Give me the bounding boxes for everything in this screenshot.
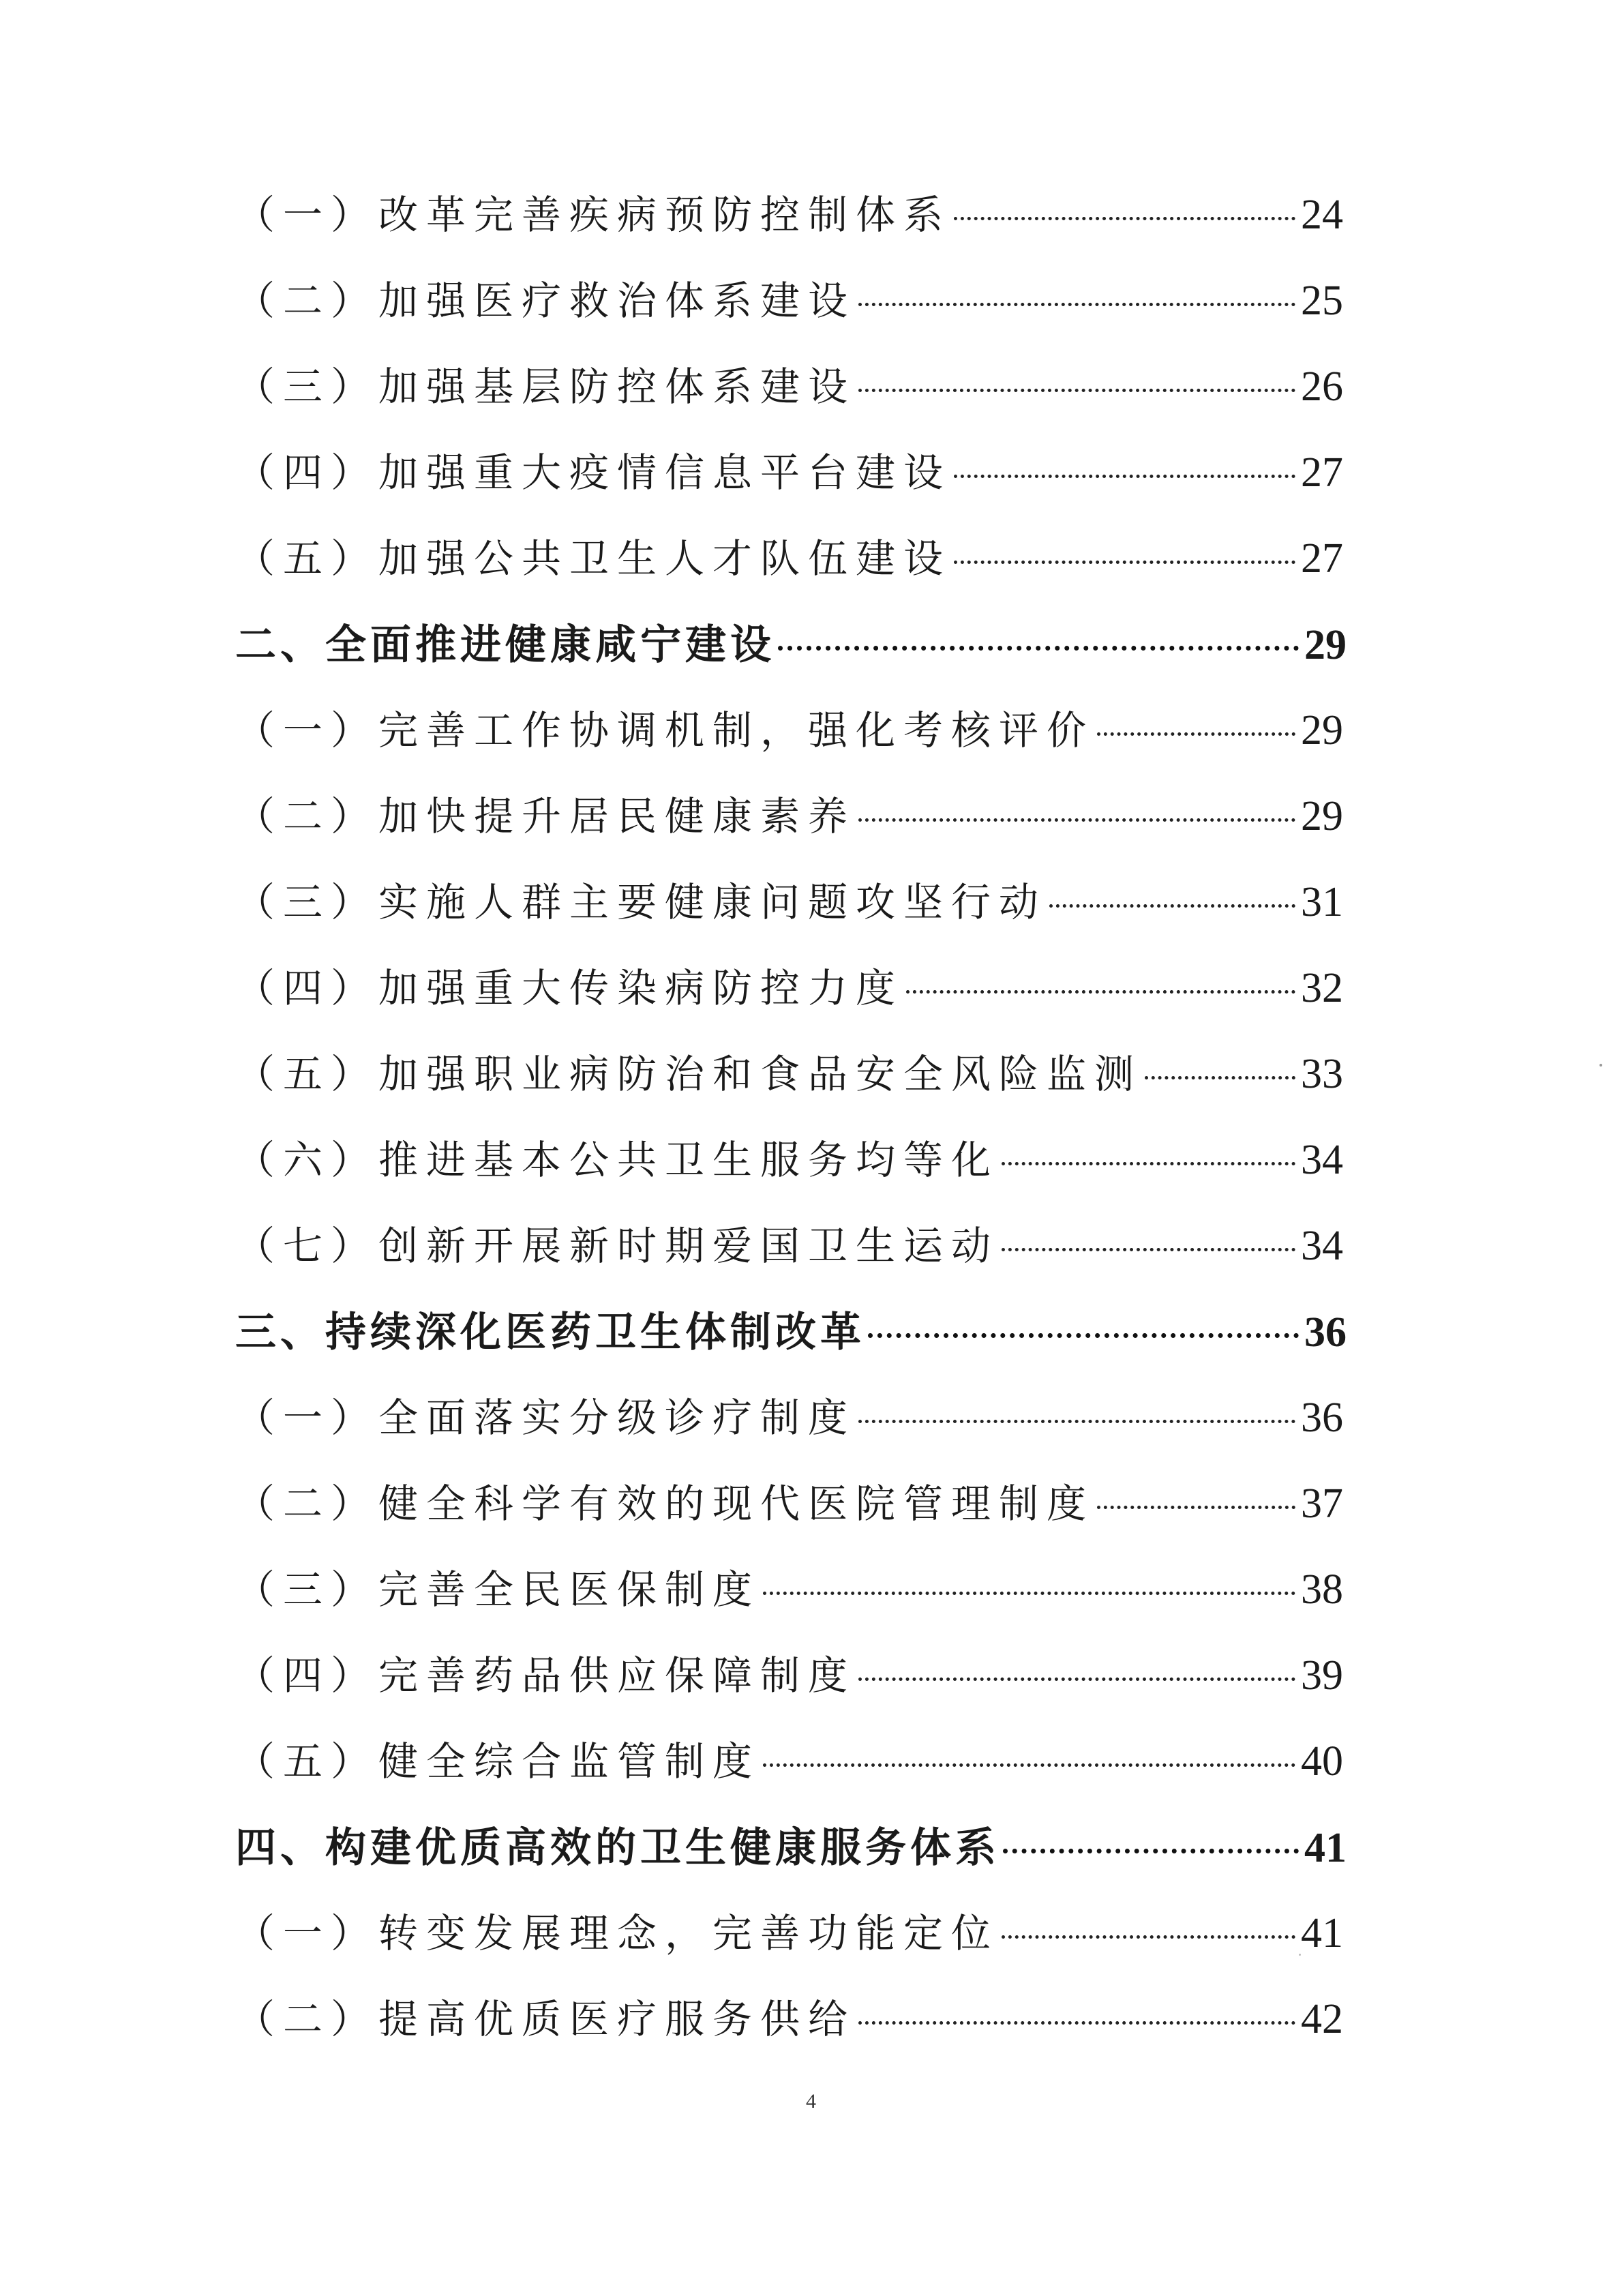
dot-leader xyxy=(858,818,1295,822)
toc-entry[interactable] xyxy=(235,1214,1343,1271)
page-number: 4 xyxy=(806,2090,816,2113)
toc-entry-label: （五）加强职业病防治和食品安全风险监测 xyxy=(235,1051,1143,1097)
scan-speck xyxy=(1600,1064,1602,1067)
toc-entry-page: 36 xyxy=(1304,1309,1347,1356)
toc-entry-label: （一）完善工作协调机制，强化考核评价 xyxy=(235,707,1095,754)
dot-leader xyxy=(954,475,1295,478)
toc-entry-label: （三）加强基层防控体系建设 xyxy=(235,363,856,410)
dot-leader xyxy=(763,1592,1295,1595)
dot-leader xyxy=(1003,1849,1299,1853)
toc-entry[interactable] xyxy=(235,1472,1343,1529)
toc-entry[interactable] xyxy=(235,441,1343,498)
toc-entry-label: （二）加强医疗救治体系建设 xyxy=(235,278,856,324)
scan-speck xyxy=(1299,1954,1301,1956)
toc-entry-label: （三）完善全民医保制度 xyxy=(235,1566,761,1613)
toc-entry[interactable] xyxy=(235,870,1343,927)
dot-leader xyxy=(954,561,1295,564)
dot-leader xyxy=(1145,1076,1295,1079)
toc-entry-page: 32 xyxy=(1301,965,1343,1011)
toc-entry[interactable] xyxy=(235,355,1343,412)
toc-entry-page: 33 xyxy=(1301,1051,1343,1097)
toc-entry-label: （四）加强重大传染病防控力度 xyxy=(235,965,904,1011)
dot-leader xyxy=(1097,1506,1295,1509)
toc-chapter-entry[interactable] xyxy=(235,1815,1347,1874)
toc-entry-page: 25 xyxy=(1301,278,1343,324)
dot-leader xyxy=(858,389,1295,392)
toc-entry[interactable] xyxy=(235,1729,1343,1787)
dot-leader xyxy=(1002,1248,1295,1251)
toc-entry-label: （四）加强重大疫情信息平台建设 xyxy=(235,449,952,496)
toc-entry-page: 24 xyxy=(1301,192,1343,238)
toc-entry-page: 29 xyxy=(1304,622,1347,668)
toc-entry-label: 二、全面推进健康咸宁建设 xyxy=(235,621,775,669)
dot-leader xyxy=(858,1420,1295,1423)
dot-leader xyxy=(763,1763,1295,1767)
dot-leader xyxy=(954,217,1295,220)
toc-entry-label: （一）改革完善疾病预防控制体系 xyxy=(235,192,952,238)
toc-entry-label: 三、持续深化医药卫生体制改革 xyxy=(235,1309,865,1356)
toc-entry-page: 37 xyxy=(1301,1480,1343,1527)
toc-entry-page: 34 xyxy=(1301,1223,1343,1269)
toc-entry-page: 27 xyxy=(1301,535,1343,582)
toc-entry-page: 27 xyxy=(1301,449,1343,496)
toc-entry[interactable] xyxy=(235,526,1343,584)
toc-entry-label: （三）实施人群主要健康问题攻坚行动 xyxy=(235,879,1047,925)
toc-entry-label: （五）加强公共卫生人才队伍建设 xyxy=(235,535,952,582)
toc-entry-label: 四、构建优质高效的卫生健康服务体系 xyxy=(235,1824,1000,1872)
toc-entry-label: （二）健全科学有效的现代医院管理制度 xyxy=(235,1480,1095,1527)
toc-entry-page: 41 xyxy=(1304,1825,1347,1871)
dot-leader xyxy=(906,990,1295,994)
toc-entry-label: （四）完善药品供应保障制度 xyxy=(235,1652,856,1699)
toc-chapter-entry[interactable] xyxy=(235,1300,1347,1358)
toc-entry-page: 42 xyxy=(1301,1996,1343,2042)
dot-leader xyxy=(858,2021,1295,2025)
dot-leader xyxy=(778,646,1299,651)
toc-entry-page: 36 xyxy=(1301,1395,1343,1441)
toc-entry-page: 29 xyxy=(1301,707,1343,754)
toc-chapter-entry[interactable] xyxy=(235,612,1347,671)
toc-entry-page: 34 xyxy=(1301,1137,1343,1183)
toc-entry-label: （六）推进基本公共卫生服务均等化 xyxy=(235,1137,1000,1183)
toc-entry[interactable] xyxy=(235,956,1343,1013)
dot-leader xyxy=(1002,1935,1295,1939)
toc-entry[interactable] xyxy=(235,1643,1343,1701)
toc-entry[interactable] xyxy=(235,1901,1343,1958)
toc-entry-label: （五）健全综合监管制度 xyxy=(235,1738,761,1785)
toc-entry-page: 39 xyxy=(1301,1652,1343,1699)
toc-entry-page: 26 xyxy=(1301,363,1343,410)
toc-entry-label: （二）加快提升居民健康素养 xyxy=(235,793,856,839)
toc-entry[interactable] xyxy=(235,269,1343,326)
toc-entry-page: 29 xyxy=(1301,793,1343,839)
toc-entry[interactable] xyxy=(235,1128,1343,1185)
toc-entry[interactable] xyxy=(235,698,1343,756)
dot-leader xyxy=(1002,1162,1295,1165)
toc-entry-page: 41 xyxy=(1301,1910,1343,1956)
toc-entry[interactable] xyxy=(235,1987,1343,2044)
toc-entry-label: （二）提高优质医疗服务供给 xyxy=(235,1996,856,2042)
toc-entry-label: （一）转变发展理念，完善功能定位 xyxy=(235,1910,1000,1956)
toc-entry-page: 31 xyxy=(1301,879,1343,925)
dot-leader xyxy=(1097,732,1295,736)
dot-leader xyxy=(858,1678,1295,1681)
toc-entry[interactable] xyxy=(235,1386,1343,1443)
dot-leader xyxy=(858,303,1295,306)
toc-entry-label: （一）全面落实分级诊疗制度 xyxy=(235,1395,856,1441)
toc-entry[interactable] xyxy=(235,183,1343,240)
dot-leader xyxy=(868,1333,1299,1338)
toc-entry-page: 40 xyxy=(1301,1738,1343,1785)
toc-entry-label: （七）创新开展新时期爱国卫生运动 xyxy=(235,1223,1000,1269)
dot-leader xyxy=(1049,904,1295,908)
toc-entry[interactable] xyxy=(235,784,1343,841)
toc-entry[interactable] xyxy=(235,1042,1343,1099)
toc-entry[interactable] xyxy=(235,1557,1343,1615)
toc-entry-page: 38 xyxy=(1301,1566,1343,1613)
